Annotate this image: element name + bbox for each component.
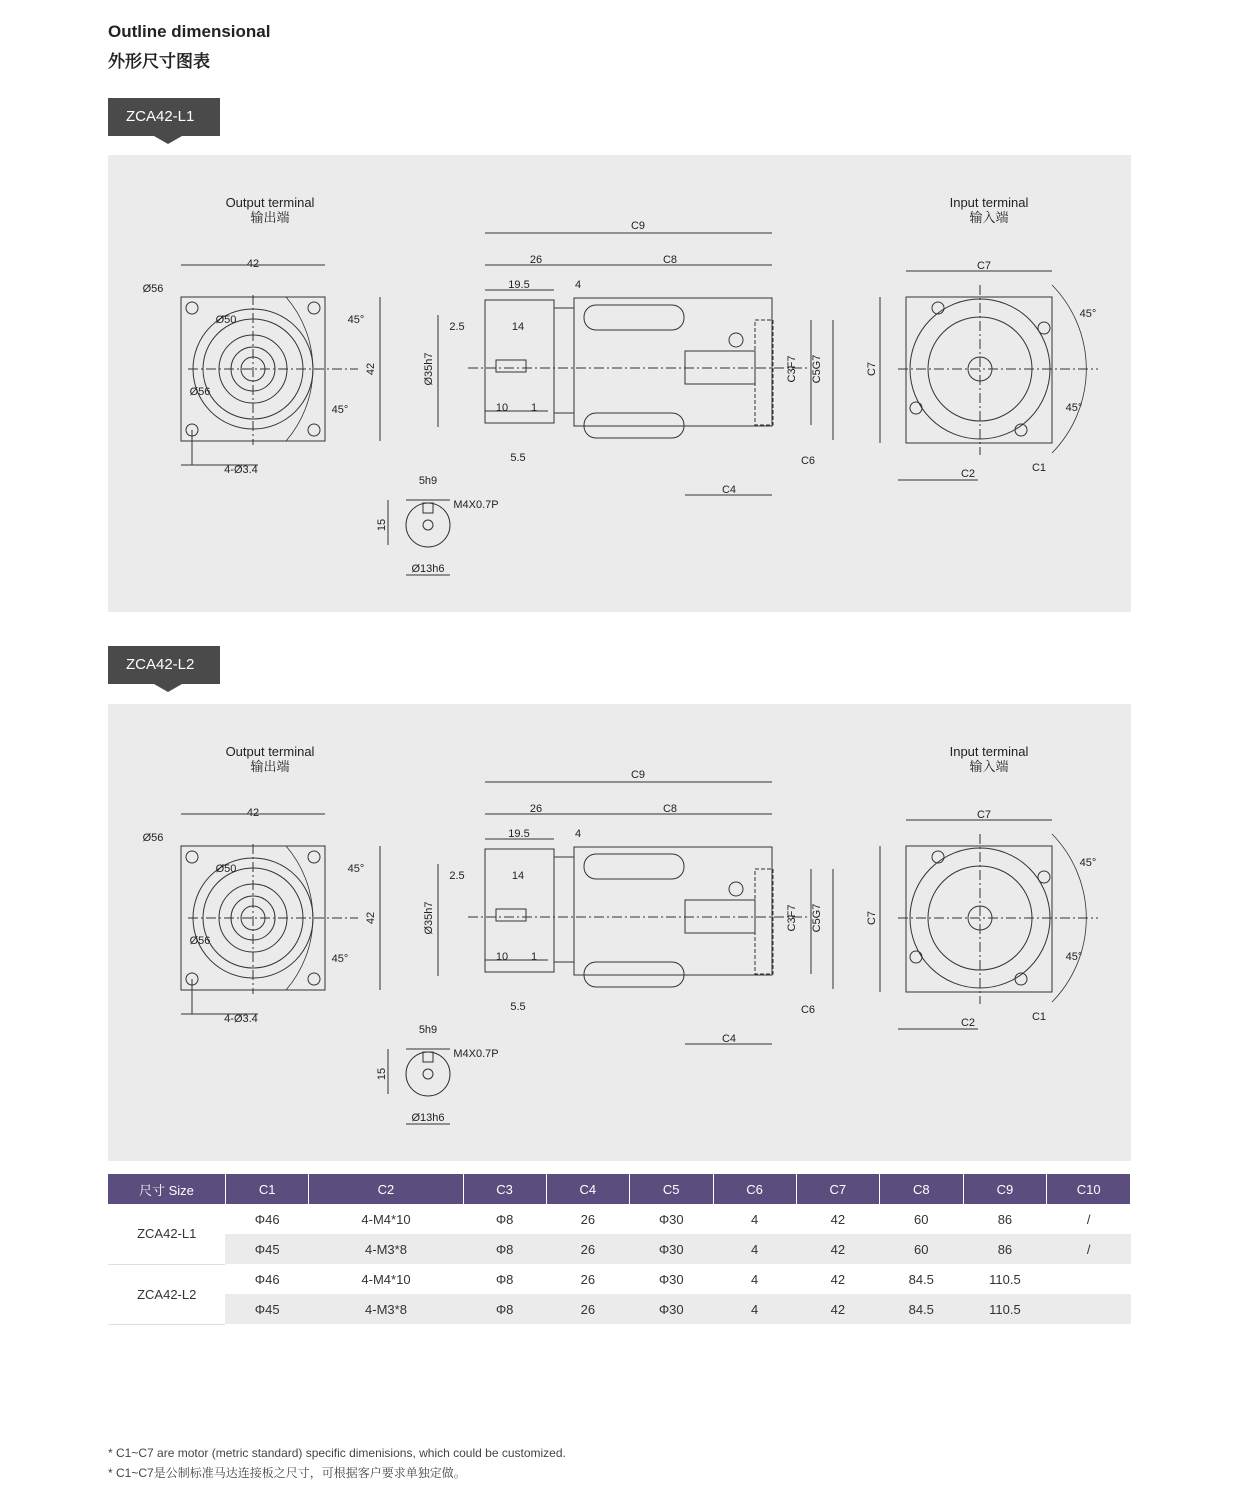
column-header: C1 [225,1174,309,1204]
dimension-label: 5h9 [418,475,438,487]
drawing-panel-l2 [108,704,1131,1161]
dimension-label: 14 [511,321,525,333]
table-row [108,1234,1131,1264]
dimension-label: C7 [866,361,878,377]
table-cell: 110.5 [963,1264,1047,1294]
table-cell: 84.5 [879,1294,963,1324]
column-header: C3 [463,1174,546,1204]
terminal-label: Input terminal [949,744,1029,759]
dimension-label: 45° [1079,308,1097,320]
dimension-label: 19.5 [508,828,530,840]
dimension-label: 15 [376,1067,388,1081]
dimension-label: 15 [376,518,388,532]
table-cell [1047,1264,1131,1294]
table-cell: / [1047,1234,1131,1264]
table-row [108,1264,1131,1294]
dimension-label: C9 [630,220,646,232]
dimension-label: 42 [365,911,377,925]
dimension-label: C7 [976,809,992,821]
dimension-label: M4X0.7P [453,1048,499,1060]
dimension-label: C7 [866,910,878,926]
dimension-label: C9 [630,769,646,781]
dimension-label: Ø56 [189,935,211,947]
table-cell: 60 [879,1204,963,1234]
terminal-label: Output terminal [225,744,315,759]
dimension-label: 26 [529,803,543,815]
dimension-label: C1 [1031,462,1047,474]
dimension-label: Ø50 [215,863,237,875]
dimension-label: 45° [1065,951,1083,963]
table-cell: 42 [796,1204,879,1234]
outline-drawing-l2 [108,704,1131,1161]
terminal-label: 输入端 [969,210,1009,225]
dimension-label: C6 [800,1004,816,1016]
dimension-label: 42 [246,807,260,819]
table-cell: Φ8 [463,1294,546,1324]
page-title-zh: 外形尺寸图表 [108,52,210,71]
dimension-label: 5.5 [510,1001,526,1013]
column-header: C7 [796,1174,879,1204]
dimension-label: C8 [662,803,678,815]
dimension-label: C5G7 [811,354,823,384]
table-cell: 84.5 [879,1264,963,1294]
column-header: C10 [1047,1174,1131,1204]
column-header: C9 [963,1174,1047,1204]
dimension-table [108,1174,1131,1325]
dimension-label: Ø50 [215,314,237,326]
table-cell: 4-M3*8 [309,1234,463,1264]
page-title: Outline dimensional [108,22,271,41]
dimension-label: 1 [530,951,538,963]
column-header: C6 [713,1174,796,1204]
column-header: C8 [879,1174,963,1204]
table-cell: 26 [546,1234,629,1264]
dimension-label: C2 [960,468,976,480]
terminal-label: Input terminal [949,195,1029,210]
dimension-label: Ø56 [189,386,211,398]
terminal-label: Output terminal [225,195,315,210]
table-cell: Φ30 [629,1264,713,1294]
table-cell: 42 [796,1294,879,1324]
dimension-label: 4-Ø3.4 [224,464,258,476]
dimension-label: 45° [1079,857,1097,869]
table-cell: 4-M4*10 [309,1204,463,1234]
note-en: * C1~C7 are motor (metric standard) specific dimenisions, which could be customized. [108,1446,566,1460]
dimension-label: 42 [365,362,377,376]
table-cell: 26 [546,1204,629,1234]
column-header: C2 [309,1174,463,1204]
terminal-label: 输出端 [250,210,290,225]
dimension-label: 5h9 [418,1024,438,1036]
dimension-label: 45° [1065,402,1083,414]
table-cell: 26 [546,1264,629,1294]
table-header [108,1174,1131,1204]
dimension-label: 10 [495,402,509,414]
column-header: C4 [546,1174,629,1204]
table-cell: 4 [713,1264,796,1294]
table-cell: Φ30 [629,1204,713,1234]
table-cell: Φ45 [225,1234,309,1264]
dimension-label: C6 [800,455,816,467]
drawing-panel-l1 [108,155,1131,612]
table-cell: Φ46 [225,1264,309,1294]
table-cell: 42 [796,1234,879,1264]
table-cell: 86 [963,1204,1047,1234]
table-cell: 4 [713,1234,796,1264]
model-cell: ZCA42-L2 [108,1264,225,1324]
table-cell: Φ8 [463,1204,546,1234]
table-cell: 4 [713,1204,796,1234]
table-cell: 110.5 [963,1294,1047,1324]
dimension-label: Ø35h7 [423,901,435,935]
table-cell: Φ8 [463,1264,546,1294]
dimension-label: M4X0.7P [453,499,499,511]
dimension-label: 26 [529,254,543,266]
dimension-label: 19.5 [508,279,530,291]
terminal-label: 输入端 [969,759,1009,774]
table-cell: Φ30 [629,1234,713,1264]
dimension-label: 45° [331,404,349,416]
column-header: 尺寸 Size [108,1174,225,1204]
section-tag-l1: ZCA42-L1 [108,98,220,136]
table-cell: 60 [879,1234,963,1264]
dimension-label: 45° [331,953,349,965]
dimension-label: Ø13h6 [411,563,445,575]
dimension-label: 1 [530,402,538,414]
table-row [108,1294,1131,1324]
table-cell: 86 [963,1234,1047,1264]
dimension-label: Ø56 [142,832,164,844]
dimension-label: 4 [574,828,582,840]
table-cell: 26 [546,1294,629,1324]
dimension-label: C3F7 [786,904,798,932]
dimension-label: Ø35h7 [423,352,435,386]
dimension-label: C1 [1031,1011,1047,1023]
table-cell: 4 [713,1294,796,1324]
table-row [108,1204,1131,1234]
dimension-label: 14 [511,870,525,882]
table-cell: 4-M4*10 [309,1264,463,1294]
dimension-label: Ø56 [142,283,164,295]
table-cell: 42 [796,1264,879,1294]
dimension-label: C5G7 [811,903,823,933]
table-cell: Φ30 [629,1294,713,1324]
dimension-label: C4 [721,484,737,496]
table-cell: / [1047,1204,1131,1234]
column-header: C5 [629,1174,713,1204]
dimension-label: 10 [495,951,509,963]
table-cell: 4-M3*8 [309,1294,463,1324]
dimension-label: C2 [960,1017,976,1029]
dimension-label: 4 [574,279,582,291]
dimension-label: C8 [662,254,678,266]
note-zh: * C1~C7是公制标准马达连接板之尺寸，可根据客户要求单独定做。 [108,1466,466,1480]
section-tag-l2: ZCA42-L2 [108,646,220,684]
table-cell: Φ8 [463,1234,546,1264]
outline-drawing-l1 [108,155,1131,612]
dimension-label: C3F7 [786,355,798,383]
dimension-label: 2.5 [449,870,465,882]
table-cell: Φ46 [225,1204,309,1234]
dimension-label: Ø13h6 [411,1112,445,1124]
dimension-label: 4-Ø3.4 [224,1013,258,1025]
terminal-label: 输出端 [250,759,290,774]
table-cell: Φ45 [225,1294,309,1324]
dimension-label: 5.5 [510,452,526,464]
dimension-label: 45° [347,863,365,875]
dimension-label: 45° [347,314,365,326]
dimension-label: 2.5 [449,321,465,333]
dimension-label: C7 [976,260,992,272]
dimension-label: 42 [246,258,260,270]
model-cell: ZCA42-L1 [108,1204,225,1264]
dimension-label: C4 [721,1033,737,1045]
table-cell [1047,1294,1131,1324]
